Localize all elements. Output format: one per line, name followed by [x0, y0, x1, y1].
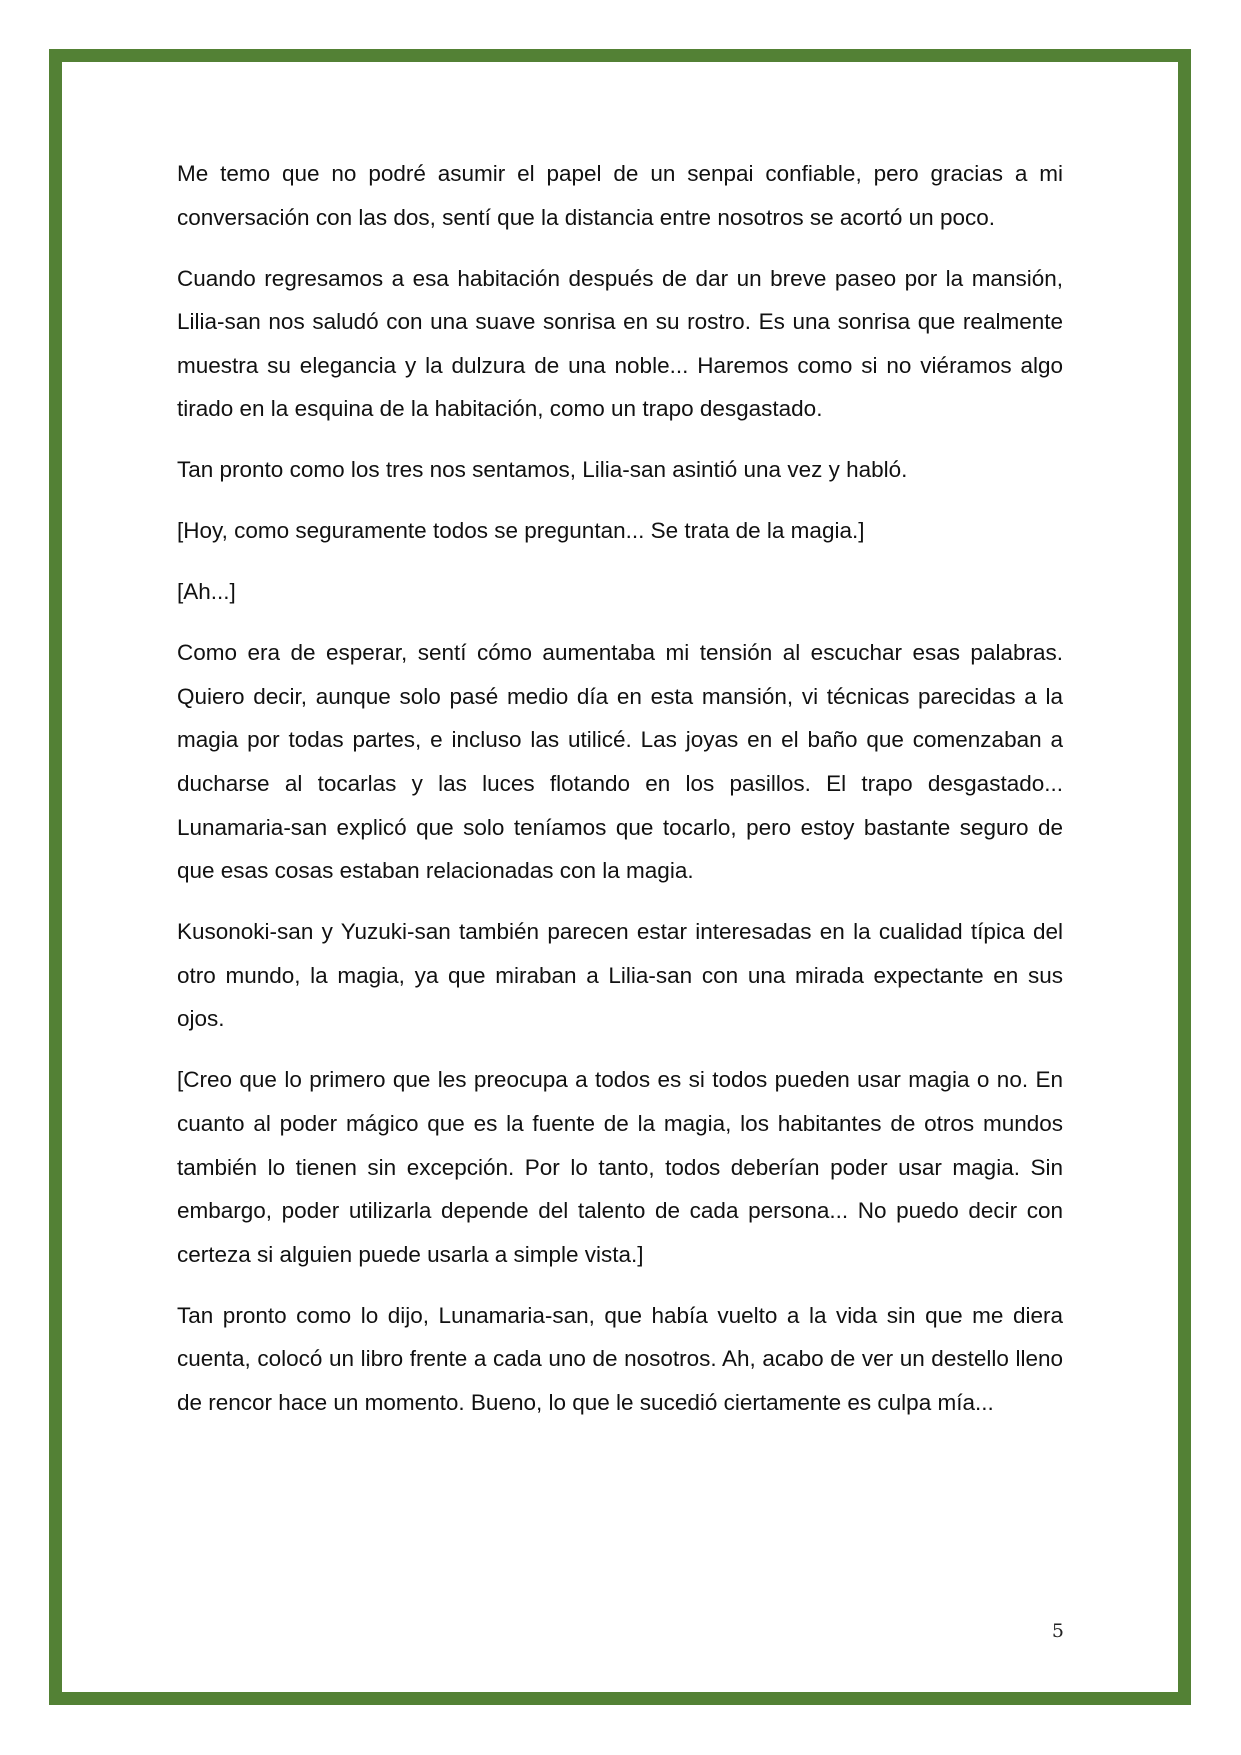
page-number: 5 [1051, 1620, 1064, 1642]
paragraph: Me temo que no podré asumir el papel de un senpai confiable, pero gracias a mi conversación con las dos, sentí que la distancia entre nosotros se acortó un poco. [177, 161, 1063, 230]
paragraph: Cuando regresamos a esa habitación después de dar un breve paseo por la mansión, Lilia-san nos saludó con una suave sonrisa en su rostro. Es una sonrisa que realmente muestra su elegancia y la dulzura de una noble... Haremos como si no viéramos algo tirado en la esquina de la habitación, como un trapo desgastado. [177, 265, 1063, 422]
dialogue-paragraph: [Ah...] [177, 579, 236, 605]
dialogue-paragraph: [Hoy, como seguramente todos se preguntan... Se trata de la magia.] [177, 518, 865, 544]
paragraph: Tan pronto como lo dijo, Lunamaria-san, que había vuelto a la vida sin que me diera cuenta, colocó un libro frente a cada uno de nosotros. Ah, acabo de ver un destello lleno de rencor hace un momento. Bueno, lo que le sucedió ciertamente es culpa mía... [177, 1302, 1063, 1415]
paragraph: Como era de esperar, sentí cómo aumentaba mi tensión al escuchar esas palabras. Quiero decir, aunque solo pasé medio día en esta mansión, vi técnicas parecidas a la magia por todas partes, e incluso las utilicé. Las joyas en el baño que comenzaban a ducharse al tocarlas y las luces flotando en los pasillos. El trapo desgastado... Lunamaria-san explicó que solo teníamos que tocarlo, pero estoy bastante seguro de que esas cosas estaban relacionadas con la magia. [177, 640, 1063, 884]
dialogue-paragraph: [Creo que lo primero que les preocupa a todos es si todos pueden usar magia o no. En cuanto al poder mágico que es la fuente de la magia, los habitantes de otros mundos también lo tienen sin excepción. Por lo tanto, todos deberían poder usar magia. Sin embargo, poder utilizarla depende del talento de cada persona... No puedo decir con certeza si alguien puede usarla a simple vista.] [177, 1067, 1063, 1267]
page-body [177, 152, 1063, 1442]
paragraph: Kusonoki-san y Yuzuki-san también parecen estar interesadas en la cualidad típica del otro mundo, la magia, ya que miraban a Lilia-san con una mirada expectante en sus ojos. [177, 919, 1063, 1032]
paragraph: Tan pronto como los tres nos sentamos, Lilia-san asintió una vez y habló. [177, 457, 908, 483]
